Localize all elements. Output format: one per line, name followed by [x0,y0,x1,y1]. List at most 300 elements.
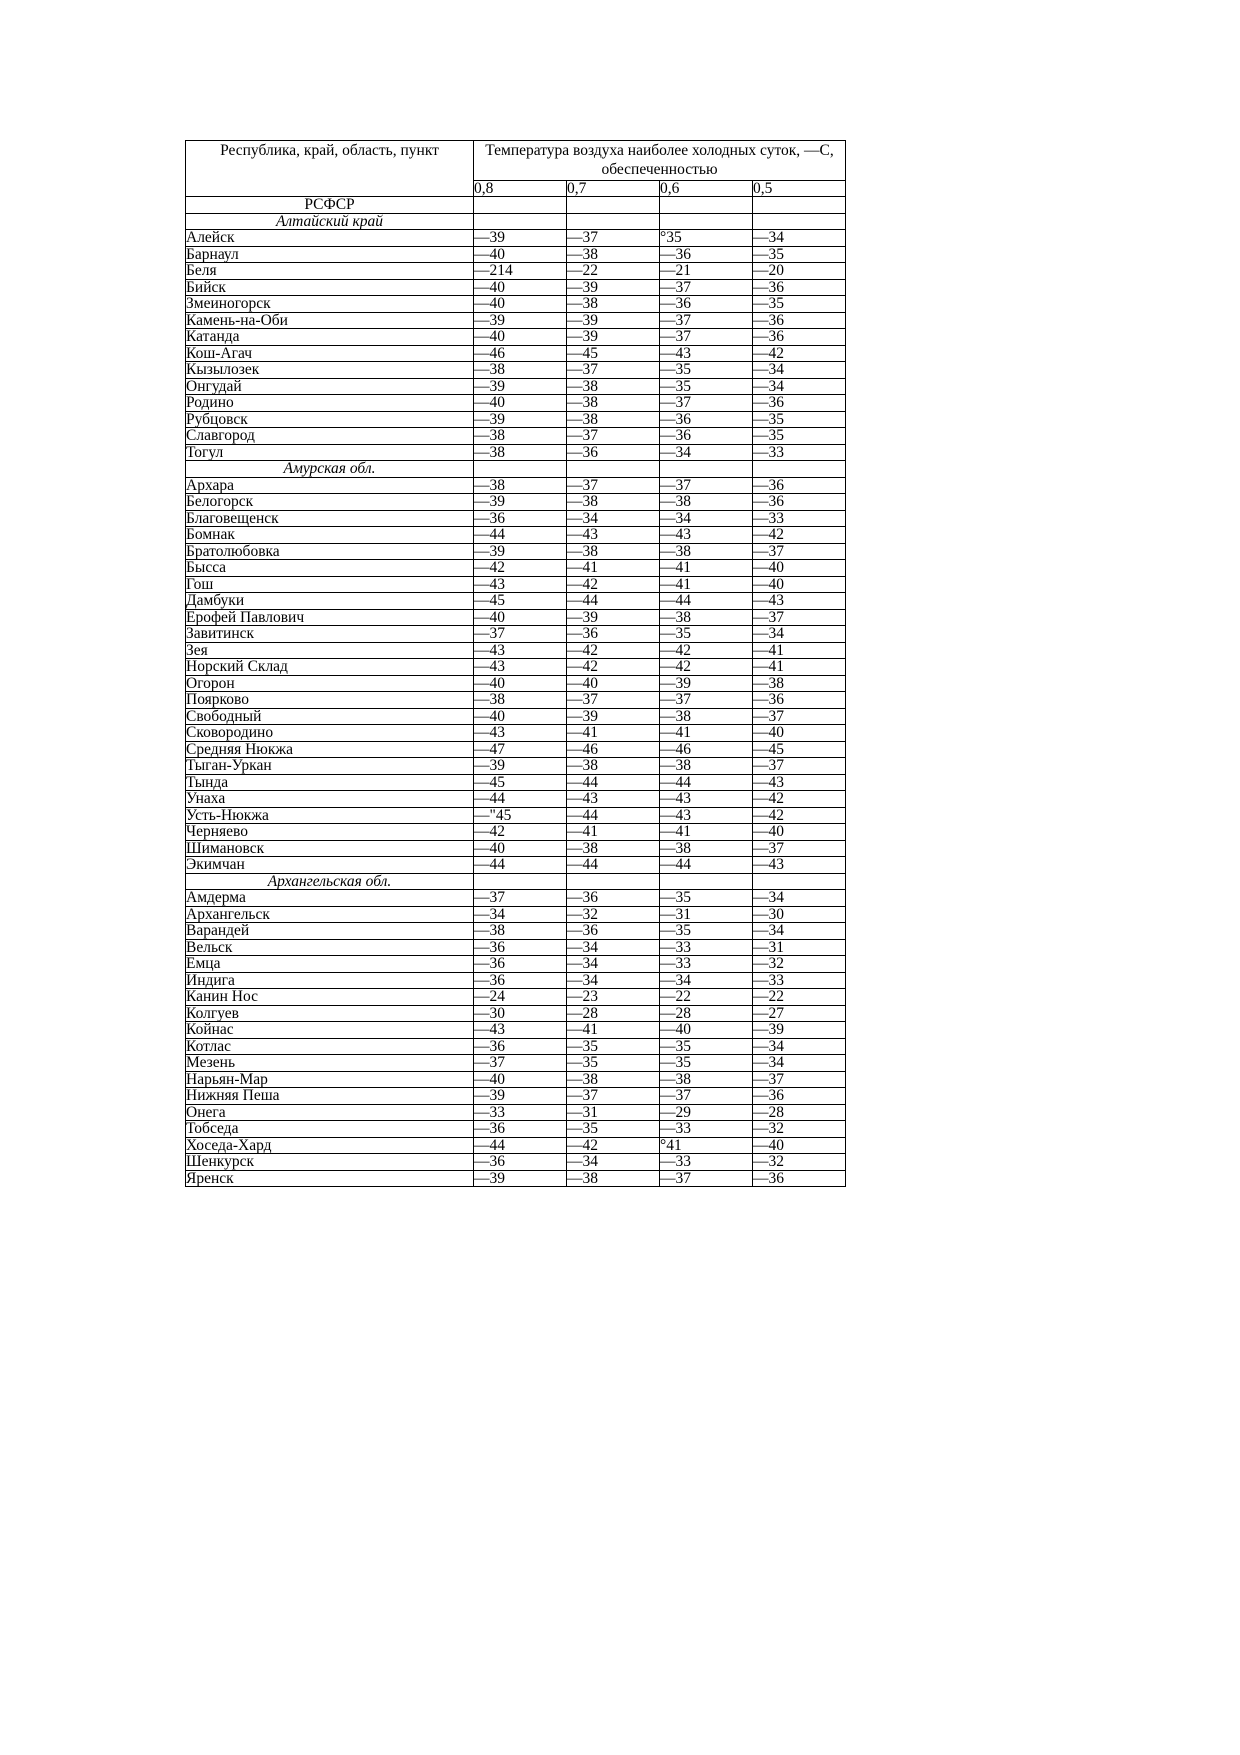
temperature-cell: —47 [474,741,567,758]
location-cell: Варандей [186,923,474,940]
temperature-cell: —45 [567,345,660,362]
table-row [186,1088,846,1105]
temperature-cell: —38 [474,362,567,379]
empty-cell [660,461,753,478]
location-cell: Сковородино [186,725,474,742]
temperature-cell: —33 [753,510,846,527]
temperature-cell: —36 [753,1088,846,1105]
location-cell: Тында [186,774,474,791]
temperature-cell: —38 [567,1071,660,1088]
table-row [186,791,846,808]
temperature-cell: —35 [660,1038,753,1055]
table-row [186,362,846,379]
temperature-cell: —36 [567,890,660,907]
temperature-cell: —36 [474,1154,567,1171]
temperature-cell: —43 [660,345,753,362]
temperature-cell: —34 [753,923,846,940]
empty-cell [753,461,846,478]
temperature-cell: —38 [660,494,753,511]
section-country-label: РСФСР [186,197,474,214]
header-prob-06: 0,6 [660,180,753,197]
temperature-cell: —36 [660,246,753,263]
temperature-cell: —43 [474,725,567,742]
temperature-cell: —37 [753,543,846,560]
table-row [186,708,846,725]
location-cell: Шимановск [186,840,474,857]
temperature-cell: —36 [660,428,753,445]
temperature-cell: —38 [567,246,660,263]
temperature-cell: —23 [567,989,660,1006]
location-cell: Завитинск [186,626,474,643]
temperature-cell: —38 [567,840,660,857]
temperature-cell: —38 [567,1170,660,1187]
temperature-cell: —42 [660,659,753,676]
location-cell: Яренск [186,1170,474,1187]
temperature-cell: —40 [660,1022,753,1039]
location-cell: Колгуев [186,1005,474,1022]
header-prob-05: 0,5 [753,180,846,197]
temperature-cell: —44 [660,593,753,610]
temperature-cell: —43 [474,1022,567,1039]
location-cell: Хоседа-Хард [186,1137,474,1154]
temperature-cell: —38 [474,923,567,940]
temperature-cell: —37 [753,609,846,626]
temperature-cell: —36 [753,692,846,709]
location-cell: Индига [186,972,474,989]
location-cell: Алейск [186,230,474,247]
temperature-cell: —39 [474,1170,567,1187]
temperature-cell: —41 [567,560,660,577]
temperature-cell: —37 [567,362,660,379]
temperature-cell: —40 [753,725,846,742]
temperature-cell: —41 [753,642,846,659]
empty-cell [474,873,567,890]
section-region-row [186,873,846,890]
temperature-cell: —37 [753,840,846,857]
temperature-cell: —42 [753,807,846,824]
temperature-cell: —34 [474,906,567,923]
temperature-cell: —36 [567,444,660,461]
temperature-cell: —44 [567,593,660,610]
temperature-cell: —46 [474,345,567,362]
temperature-cell: —28 [753,1104,846,1121]
temperature-cell: —34 [567,1154,660,1171]
temperature-cell: —20 [753,263,846,280]
temperature-cell: —39 [567,329,660,346]
temperature-cell: —43 [660,527,753,544]
temperature-cell: —41 [753,659,846,676]
empty-cell [474,197,567,214]
temperature-cell: —34 [567,939,660,956]
section-country-row [186,197,846,214]
temperature-cell: —22 [660,989,753,1006]
temperature-cell: —35 [567,1121,660,1138]
temperature-cell: —36 [474,972,567,989]
location-cell: Мезень [186,1055,474,1072]
table-row [186,444,846,461]
temperature-cell: —37 [753,1071,846,1088]
location-cell: Экимчан [186,857,474,874]
temperature-cell: —37 [753,708,846,725]
temperature-cell: —36 [753,395,846,412]
temperature-cell: —35 [660,890,753,907]
temperature-cell: —32 [753,1154,846,1171]
table-row [186,758,846,775]
temperature-cell: —37 [660,477,753,494]
temperature-cell: —40 [753,824,846,841]
temperature-cell: —43 [753,774,846,791]
table-row [186,1104,846,1121]
temperature-cell: —38 [474,428,567,445]
location-cell: Котлас [186,1038,474,1055]
table-row [186,1071,846,1088]
table-row [186,626,846,643]
temperature-cell: —38 [660,708,753,725]
location-cell: Беля [186,263,474,280]
temperature-cell: —44 [567,807,660,824]
temperature-cell: —22 [567,263,660,280]
temperature-cell: —44 [567,774,660,791]
temperature-cell: —38 [474,692,567,709]
location-cell: Камень-на-Оби [186,312,474,329]
location-cell: Черняево [186,824,474,841]
temperature-cell: —42 [753,527,846,544]
temperature-cell: —27 [753,1005,846,1022]
temperature-cell: —40 [474,1071,567,1088]
temperature-cell: —36 [474,510,567,527]
location-cell: Благовещенск [186,510,474,527]
table-row [186,477,846,494]
table-row [186,378,846,395]
temperature-cell: —42 [753,345,846,362]
location-cell: Шенкурск [186,1154,474,1171]
empty-cell [474,213,567,230]
header-prob-07: 0,7 [567,180,660,197]
location-cell: Огорон [186,675,474,692]
temperature-cell: —37 [660,312,753,329]
temperature-cell: —35 [660,626,753,643]
temperature-cell: —40 [753,560,846,577]
temperature-cell: —37 [660,692,753,709]
location-cell: Вельск [186,939,474,956]
temperature-cell: —39 [474,312,567,329]
table-row [186,527,846,544]
temperature-cell: —34 [753,362,846,379]
temperature-cell: —41 [567,725,660,742]
location-cell: Бомнак [186,527,474,544]
header-prob-08: 0,8 [474,180,567,197]
table-row [186,741,846,758]
table-row [186,576,846,593]
temperature-cell: —39 [567,609,660,626]
temperature-cell: —36 [660,411,753,428]
temperature-cell: —36 [474,1038,567,1055]
table-row [186,675,846,692]
location-cell: Амдерма [186,890,474,907]
table-row [186,246,846,263]
temperature-cell: —43 [567,791,660,808]
temperature-cell: —40 [474,279,567,296]
location-cell: Гош [186,576,474,593]
temperature-cell: —46 [660,741,753,758]
temperature-cell: —34 [753,378,846,395]
temperature-cell: —39 [474,543,567,560]
table-row [186,296,846,313]
section-region-row [186,213,846,230]
temperature-cell: —43 [660,807,753,824]
temperature-cell: —36 [567,923,660,940]
temperature-cell: —33 [660,1121,753,1138]
table-row [186,857,846,874]
temperature-cell: —38 [474,444,567,461]
temperature-cell: —37 [567,477,660,494]
temperature-cell: —36 [660,296,753,313]
temperature-cell: —38 [660,840,753,857]
temperature-cell: —43 [474,659,567,676]
temperature-cell: —28 [660,1005,753,1022]
temperature-cell: —36 [753,1170,846,1187]
temperature-cell: —35 [753,246,846,263]
location-cell: Онгудай [186,378,474,395]
temperature-cell: —39 [474,230,567,247]
temperature-cell: —38 [567,758,660,775]
temperature-cell: —42 [567,642,660,659]
location-cell: Нарьян-Мар [186,1071,474,1088]
table-row [186,263,846,280]
temperature-cell: —35 [660,378,753,395]
table-row [186,923,846,940]
temperature-cell: —32 [753,956,846,973]
temperature-cell: —34 [753,626,846,643]
temperature-cell: —39 [567,312,660,329]
temperature-cell: —36 [753,329,846,346]
section-region-label: Архангельская обл. [186,873,474,890]
table-container [185,140,845,1187]
temperature-cell: —39 [660,675,753,692]
temperature-cell: —38 [660,543,753,560]
temperature-cell: —41 [567,1022,660,1039]
temperature-cell: —41 [660,576,753,593]
empty-cell [753,213,846,230]
table-row [186,659,846,676]
temperature-cell: —44 [567,857,660,874]
location-cell: Тогул [186,444,474,461]
temperature-cell: —37 [474,890,567,907]
temperature-cell: —34 [753,1055,846,1072]
temperature-cell: —37 [567,1088,660,1105]
temperature-cell: —38 [753,675,846,692]
temperature-cell: —34 [567,972,660,989]
temperature-cell: —42 [567,576,660,593]
table-row [186,956,846,973]
temperature-cell: —44 [474,527,567,544]
temperature-cell: —35 [753,296,846,313]
temperature-cell: —36 [474,939,567,956]
table-row [186,543,846,560]
table-row [186,939,846,956]
empty-cell [660,197,753,214]
temperature-cell: —34 [567,510,660,527]
table-row [186,1005,846,1022]
temperature-cell: —35 [753,411,846,428]
temperature-cell: —32 [753,1121,846,1138]
temperature-cell: —43 [567,527,660,544]
temperature-cell: —39 [474,494,567,511]
location-cell: Тобседа [186,1121,474,1138]
section-region-label: Амурская обл. [186,461,474,478]
temperature-cell: —34 [753,890,846,907]
temperature-cell: —31 [567,1104,660,1121]
table-row [186,1038,846,1055]
table-row [186,428,846,445]
location-cell: Кызылозек [186,362,474,379]
temperature-cell: —40 [474,840,567,857]
empty-cell [660,213,753,230]
temperature-cell: —31 [660,906,753,923]
table-row [186,510,846,527]
table-row [186,345,846,362]
temperature-cell: —39 [474,1088,567,1105]
temperature-cell: —40 [474,675,567,692]
table-row [186,725,846,742]
temperature-cell: —37 [567,428,660,445]
location-cell: Катанда [186,329,474,346]
temperature-cell: —45 [474,593,567,610]
table-row [186,494,846,511]
location-cell: Емца [186,956,474,973]
temperature-cell: —33 [753,444,846,461]
temperature-cell: —30 [474,1005,567,1022]
location-cell: Норский Склад [186,659,474,676]
table-row [186,1022,846,1039]
temperature-cell: —34 [660,510,753,527]
temperature-cell: —38 [567,296,660,313]
temperature-cell: —29 [660,1104,753,1121]
location-cell: Архара [186,477,474,494]
empty-cell [567,461,660,478]
temperature-cell: —44 [660,774,753,791]
temperature-cell: —40 [474,296,567,313]
section-region-row [186,461,846,478]
temperature-cell: —44 [474,1137,567,1154]
location-cell: Бийск [186,279,474,296]
temperature-cell: —33 [474,1104,567,1121]
empty-cell [567,213,660,230]
temperature-cell: —35 [567,1055,660,1072]
location-cell: Унаха [186,791,474,808]
location-cell: Барнаул [186,246,474,263]
temperature-cell: —33 [660,956,753,973]
temperature-cell: —40 [474,329,567,346]
temperature-cell: —39 [567,279,660,296]
location-cell: Свободный [186,708,474,725]
location-cell: Тыган-Уркан [186,758,474,775]
temperature-cell: —38 [567,378,660,395]
table-row [186,972,846,989]
table-row [186,395,846,412]
header-location: Республика, край, область, пункт [186,141,474,197]
temperature-cell: —33 [660,939,753,956]
temperature-cell: —41 [567,824,660,841]
temperature-cell: —28 [567,1005,660,1022]
temperature-cell: —41 [660,725,753,742]
temperature-cell: —42 [474,560,567,577]
table-row [186,840,846,857]
temperature-cell: —38 [660,609,753,626]
location-cell: Змеиногорск [186,296,474,313]
temperature-cell: —32 [567,906,660,923]
table-row [186,989,846,1006]
temperature-cell: —36 [567,626,660,643]
table-row [186,1170,846,1187]
temperature-cell: —37 [753,758,846,775]
location-cell: Кош-Агач [186,345,474,362]
temperature-cell: —38 [660,1071,753,1088]
location-cell: Средняя Нюкжа [186,741,474,758]
temperature-cell: —31 [753,939,846,956]
temperature-cell: —21 [660,263,753,280]
temperature-cell: —46 [567,741,660,758]
temperature-cell: —38 [567,411,660,428]
table-row [186,230,846,247]
temperature-cell: —38 [660,758,753,775]
location-cell: Белогорск [186,494,474,511]
location-cell: Ерофей Павлович [186,609,474,626]
temperature-cell: —45 [474,774,567,791]
temperature-cell: —24 [474,989,567,1006]
location-cell: Быссa [186,560,474,577]
table-row [186,807,846,824]
empty-cell [753,197,846,214]
location-cell: Славгород [186,428,474,445]
table-row [186,312,846,329]
temperature-cell: °35 [660,230,753,247]
temperature-cell: —40 [753,1137,846,1154]
temperature-cell: —36 [753,477,846,494]
empty-cell [567,197,660,214]
temperature-cell: —44 [660,857,753,874]
table-row [186,1121,846,1138]
temperature-cell: —42 [474,824,567,841]
table-row [186,824,846,841]
temperature-cell: —37 [660,329,753,346]
temperature-cell: —35 [660,1055,753,1072]
temperature-cell: —34 [660,972,753,989]
table-row [186,906,846,923]
empty-cell [753,873,846,890]
temperature-cell: —43 [753,857,846,874]
temperature-cell: —40 [753,576,846,593]
empty-cell [567,873,660,890]
temperature-cell: —33 [660,1154,753,1171]
temperature-cell: —40 [474,395,567,412]
temperature-cell: —35 [753,428,846,445]
location-cell: Братолюбовка [186,543,474,560]
temperature-cell: —42 [567,659,660,676]
temperature-cell: —36 [753,312,846,329]
temperature-cell: —44 [474,791,567,808]
climate-data-table [185,140,846,1187]
temperature-cell: —35 [567,1038,660,1055]
temperature-cell: —45 [753,741,846,758]
temperature-cell: —39 [753,1022,846,1039]
temperature-cell: —37 [474,626,567,643]
table-row [186,642,846,659]
table-row [186,329,846,346]
temperature-cell: —38 [567,494,660,511]
location-cell: Койнас [186,1022,474,1039]
table-row [186,279,846,296]
